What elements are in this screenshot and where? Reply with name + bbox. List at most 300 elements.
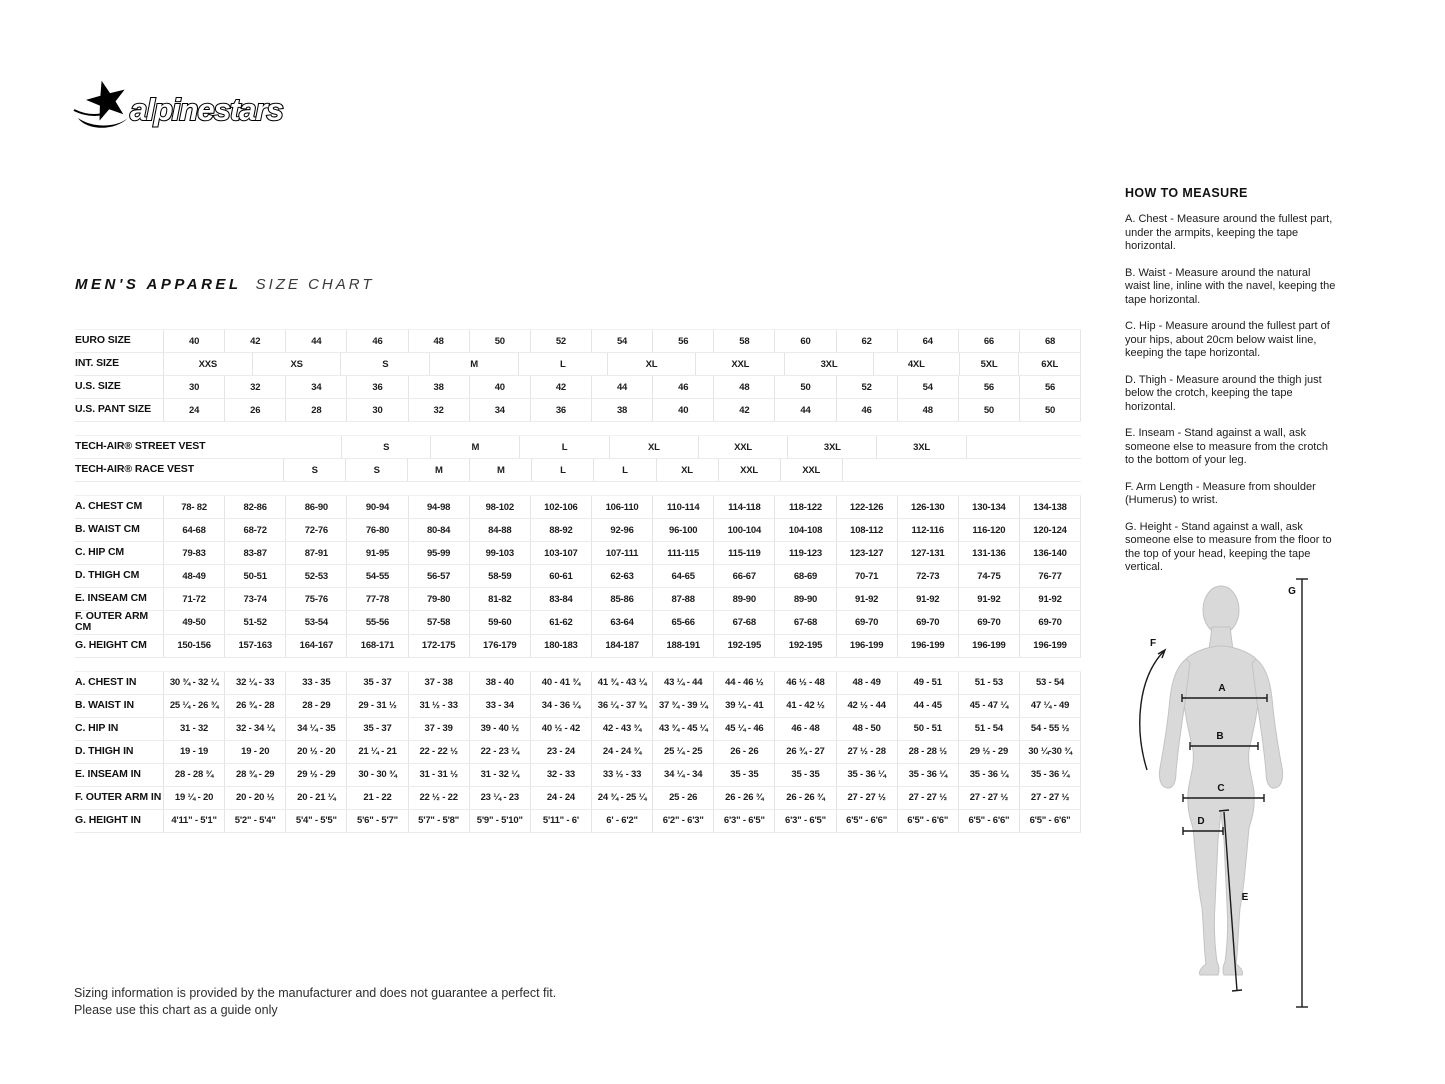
cell-hip-in-3: 35 - 37 bbox=[346, 718, 407, 740]
cell-outer-arm-in-12: 27 - 27 ½ bbox=[897, 787, 958, 809]
cell-waist-cm-0: 64-68 bbox=[163, 519, 224, 541]
cell-outer-arm-in-8: 25 - 26 bbox=[652, 787, 713, 809]
cell-height-in-0: 4'11" - 5'1" bbox=[163, 810, 224, 832]
cell-outer-arm-in-4: 22 ½ - 22 bbox=[408, 787, 469, 809]
cell-us-size-9: 48 bbox=[713, 376, 774, 398]
cell-chest-in-13: 51 - 53 bbox=[958, 672, 1019, 694]
cell-waist-cm-11: 108-112 bbox=[836, 519, 897, 541]
cell-hip-cm-14: 136-140 bbox=[1019, 542, 1081, 564]
cell-euro-size-13: 66 bbox=[958, 330, 1019, 352]
cell-chest-cm-14: 134-138 bbox=[1019, 496, 1081, 518]
cell-hip-in-11: 48 - 50 bbox=[836, 718, 897, 740]
cell-thigh-in-0: 19 - 19 bbox=[163, 741, 224, 763]
table-section-in bbox=[75, 671, 1081, 833]
size-table bbox=[75, 329, 1081, 846]
row-label-inseam-in: E. INSEAM IN bbox=[75, 767, 141, 780]
cell-us-size-7: 44 bbox=[591, 376, 652, 398]
cell-outer-arm-cm-6: 61-62 bbox=[530, 611, 591, 634]
label-thigh: D bbox=[1197, 816, 1205, 827]
cell-tech-air-race-vest-9: XXL bbox=[780, 459, 842, 481]
cell-waist-cm-5: 84-88 bbox=[469, 519, 530, 541]
cell-inseam-cm-0: 71-72 bbox=[163, 588, 224, 610]
cell-thigh-in-7: 24 - 24 ¾ bbox=[591, 741, 652, 763]
cell-hip-in-9: 45 ¼ - 46 bbox=[713, 718, 774, 740]
cell-chest-in-8: 43 ¼ - 44 bbox=[652, 672, 713, 694]
table-row-hip-in bbox=[75, 718, 1081, 741]
cell-hip-in-4: 37 - 39 bbox=[408, 718, 469, 740]
cell-thigh-in-5: 22 - 23 ¼ bbox=[469, 741, 530, 763]
cell-thigh-in-3: 21 ¼ - 21 bbox=[346, 741, 407, 763]
cell-tech-air-street-vest-7: 3XL bbox=[876, 436, 965, 458]
cell-hip-cm-8: 111-115 bbox=[652, 542, 713, 564]
cell-us-pant-size-4: 32 bbox=[408, 399, 469, 421]
cell-int-size-8: 4XL bbox=[873, 353, 959, 375]
cell-inseam-in-3: 30 - 30 ¾ bbox=[346, 764, 407, 786]
table-row-height-in bbox=[75, 810, 1081, 833]
cell-hip-in-7: 42 - 43 ¾ bbox=[591, 718, 652, 740]
cell-height-cm-14: 196-199 bbox=[1019, 635, 1081, 657]
cell-outer-arm-in-3: 21 - 22 bbox=[346, 787, 407, 809]
cell-waist-in-0: 25 ¼ - 26 ¾ bbox=[163, 695, 224, 717]
cell-tech-air-race-vest-2: S bbox=[345, 459, 407, 481]
table-row-tech-air-race-vest bbox=[75, 459, 1081, 482]
cell-thigh-in-13: 29 ½ - 29 bbox=[958, 741, 1019, 763]
cell-chest-in-2: 33 - 35 bbox=[285, 672, 346, 694]
disclaimer bbox=[74, 985, 556, 1019]
cell-tech-air-race-vest-4: M bbox=[469, 459, 531, 481]
row-label-hip-in: C. HIP IN bbox=[75, 721, 119, 734]
cell-inseam-in-6: 32 - 33 bbox=[530, 764, 591, 786]
cell-hip-cm-13: 131-136 bbox=[958, 542, 1019, 564]
cell-hip-cm-0: 79-83 bbox=[163, 542, 224, 564]
cell-inseam-in-5: 31 - 32 ¼ bbox=[469, 764, 530, 786]
cell-hip-in-8: 43 ¾ - 45 ¼ bbox=[652, 718, 713, 740]
cell-us-pant-size-3: 30 bbox=[346, 399, 407, 421]
cell-us-pant-size-0: 24 bbox=[163, 399, 224, 421]
cell-hip-in-13: 51 - 54 bbox=[958, 718, 1019, 740]
alpinestars-logo bbox=[70, 76, 340, 140]
cell-inseam-cm-10: 89-90 bbox=[774, 588, 835, 610]
cell-int-size-1: XS bbox=[252, 353, 341, 375]
cell-outer-arm-in-11: 27 - 27 ½ bbox=[836, 787, 897, 809]
table-row-us-size bbox=[75, 376, 1081, 399]
cell-us-pant-size-13: 50 bbox=[958, 399, 1019, 421]
label-inseam: E bbox=[1241, 892, 1249, 903]
cell-chest-in-5: 38 - 40 bbox=[469, 672, 530, 694]
table-row-chest-cm bbox=[75, 496, 1081, 519]
cell-hip-cm-4: 95-99 bbox=[408, 542, 469, 564]
cell-height-in-2: 5'4" - 5'5" bbox=[285, 810, 346, 832]
cell-hip-cm-10: 119-123 bbox=[774, 542, 835, 564]
cell-height-in-1: 5'2" - 5'4" bbox=[224, 810, 285, 832]
cell-waist-in-11: 42 ½ - 44 bbox=[836, 695, 897, 717]
cell-hip-in-2: 34 ¼ - 35 bbox=[285, 718, 346, 740]
cell-thigh-cm-8: 64-65 bbox=[652, 565, 713, 587]
measure-item-f: F. Arm Length - Measure from shoulder (Humerus) to wrist. bbox=[1125, 480, 1316, 506]
cell-hip-cm-6: 103-107 bbox=[530, 542, 591, 564]
row-label-inseam-cm: E. INSEAM CM bbox=[75, 592, 147, 605]
cell-euro-size-4: 48 bbox=[408, 330, 469, 352]
cell-us-pant-size-9: 42 bbox=[713, 399, 774, 421]
cell-inseam-cm-7: 85-86 bbox=[591, 588, 652, 610]
cell-int-size-7: 3XL bbox=[784, 353, 873, 375]
cell-hip-cm-3: 91-95 bbox=[346, 542, 407, 564]
cell-height-in-9: 6'3" - 6'5" bbox=[713, 810, 774, 832]
cell-outer-arm-in-1: 20 - 20 ½ bbox=[224, 787, 285, 809]
cell-chest-cm-3: 90-94 bbox=[346, 496, 407, 518]
cell-tech-air-street-vest-4: XL bbox=[609, 436, 698, 458]
cell-outer-arm-cm-2: 53-54 bbox=[285, 611, 346, 634]
cell-chest-in-12: 49 - 51 bbox=[897, 672, 958, 694]
row-label-height-in: G. HEIGHT IN bbox=[75, 813, 141, 826]
cell-thigh-cm-11: 70-71 bbox=[836, 565, 897, 587]
cell-outer-arm-cm-11: 69-70 bbox=[836, 611, 897, 634]
cell-height-in-7: 6' - 6'2" bbox=[591, 810, 652, 832]
cell-inseam-cm-6: 83-84 bbox=[530, 588, 591, 610]
cell-tech-air-street-vest-8 bbox=[966, 436, 1081, 458]
cell-tech-air-race-vest-5: L bbox=[531, 459, 593, 481]
cell-tech-air-street-vest-6: 3XL bbox=[787, 436, 876, 458]
cell-us-size-0: 30 bbox=[163, 376, 224, 398]
cell-thigh-in-2: 20 ½ - 20 bbox=[285, 741, 346, 763]
cell-tech-air-street-vest-2: M bbox=[430, 436, 519, 458]
cell-waist-cm-6: 88-92 bbox=[530, 519, 591, 541]
alpinestars-star-icon bbox=[74, 81, 128, 128]
cell-thigh-cm-7: 62-63 bbox=[591, 565, 652, 587]
cell-chest-cm-10: 118-122 bbox=[774, 496, 835, 518]
cell-chest-cm-4: 94-98 bbox=[408, 496, 469, 518]
cell-us-pant-size-7: 38 bbox=[591, 399, 652, 421]
cell-thigh-cm-6: 60-61 bbox=[530, 565, 591, 587]
cell-euro-size-7: 54 bbox=[591, 330, 652, 352]
cell-height-cm-8: 188-191 bbox=[652, 635, 713, 657]
cell-waist-in-8: 37 ¾ - 39 ¼ bbox=[652, 695, 713, 717]
cell-outer-arm-cm-1: 51-52 bbox=[224, 611, 285, 634]
cell-height-in-12: 6'5" - 6'6" bbox=[897, 810, 958, 832]
label-hip: C bbox=[1217, 783, 1225, 794]
row-label-thigh-cm: D. THIGH CM bbox=[75, 569, 140, 582]
cell-height-cm-4: 172-175 bbox=[408, 635, 469, 657]
row-label-outer-arm-cm: F. OUTER ARM CM bbox=[75, 610, 149, 634]
measure-item-c: C. Hip - Measure around the fullest part of your hips, about 20cm below waist line, keeping the tape horizontal. bbox=[1125, 320, 1330, 359]
cell-waist-cm-1: 68-72 bbox=[224, 519, 285, 541]
cell-chest-cm-13: 130-134 bbox=[958, 496, 1019, 518]
cell-euro-size-11: 62 bbox=[836, 330, 897, 352]
cell-tech-air-street-vest-3: L bbox=[519, 436, 608, 458]
cell-inseam-in-13: 35 - 36 ¼ bbox=[958, 764, 1019, 786]
cell-inseam-cm-14: 91-92 bbox=[1019, 588, 1081, 610]
cell-chest-cm-12: 126-130 bbox=[897, 496, 958, 518]
cell-waist-cm-7: 92-96 bbox=[591, 519, 652, 541]
cell-outer-arm-cm-14: 69-70 bbox=[1019, 611, 1081, 634]
cell-tech-air-race-vest-0 bbox=[163, 459, 283, 481]
table-row-outer-arm-cm bbox=[75, 611, 1081, 635]
row-label-us-size: U.S. SIZE bbox=[75, 380, 121, 393]
cell-inseam-in-12: 35 - 36 ¼ bbox=[897, 764, 958, 786]
cell-euro-size-9: 58 bbox=[713, 330, 774, 352]
body-measurement-diagram bbox=[1125, 560, 1315, 1030]
cell-chest-in-0: 30 ¾ - 32 ¼ bbox=[163, 672, 224, 694]
cell-hip-in-12: 50 - 51 bbox=[897, 718, 958, 740]
cell-thigh-cm-1: 50-51 bbox=[224, 565, 285, 587]
cell-waist-in-10: 41 - 42 ½ bbox=[774, 695, 835, 717]
cell-thigh-cm-12: 72-73 bbox=[897, 565, 958, 587]
cell-waist-in-13: 45 - 47 ¼ bbox=[958, 695, 1019, 717]
table-row-inseam-in bbox=[75, 764, 1081, 787]
cell-chest-cm-5: 98-102 bbox=[469, 496, 530, 518]
cell-chest-in-3: 35 - 37 bbox=[346, 672, 407, 694]
cell-chest-in-11: 48 - 49 bbox=[836, 672, 897, 694]
cell-height-in-6: 5'11" - 6' bbox=[530, 810, 591, 832]
cell-outer-arm-in-14: 27 - 27 ½ bbox=[1019, 787, 1081, 809]
cell-waist-cm-2: 72-76 bbox=[285, 519, 346, 541]
cell-waist-cm-4: 80-84 bbox=[408, 519, 469, 541]
cell-inseam-cm-2: 75-76 bbox=[285, 588, 346, 610]
cell-inseam-in-4: 31 - 31 ½ bbox=[408, 764, 469, 786]
cell-waist-in-6: 34 - 36 ¼ bbox=[530, 695, 591, 717]
cell-inseam-cm-3: 77-78 bbox=[346, 588, 407, 610]
cell-outer-arm-in-5: 23 ¼ - 23 bbox=[469, 787, 530, 809]
cell-us-size-3: 36 bbox=[346, 376, 407, 398]
table-section-tech-air bbox=[75, 435, 1081, 482]
cell-thigh-in-4: 22 - 22 ½ bbox=[408, 741, 469, 763]
cell-euro-size-1: 42 bbox=[224, 330, 285, 352]
cell-height-cm-3: 168-171 bbox=[346, 635, 407, 657]
cell-height-cm-5: 176-179 bbox=[469, 635, 530, 657]
cell-waist-cm-14: 120-124 bbox=[1019, 519, 1081, 541]
cell-inseam-in-8: 34 ¼ - 34 bbox=[652, 764, 713, 786]
cell-outer-arm-cm-9: 67-68 bbox=[713, 611, 774, 634]
cell-height-in-5: 5'9" - 5'10" bbox=[469, 810, 530, 832]
cell-thigh-in-6: 23 - 24 bbox=[530, 741, 591, 763]
table-row-waist-in bbox=[75, 695, 1081, 718]
label-arm-length: F bbox=[1149, 638, 1157, 649]
cell-tech-air-race-vest-1: S bbox=[283, 459, 345, 481]
cell-chest-cm-0: 78- 82 bbox=[163, 496, 224, 518]
cell-height-cm-0: 150-156 bbox=[163, 635, 224, 657]
table-row-us-pant-size bbox=[75, 399, 1081, 422]
cell-us-pant-size-2: 28 bbox=[285, 399, 346, 421]
cell-waist-in-5: 33 - 34 bbox=[469, 695, 530, 717]
cell-hip-cm-12: 127-131 bbox=[897, 542, 958, 564]
cell-waist-cm-9: 100-104 bbox=[713, 519, 774, 541]
cell-hip-cm-9: 115-119 bbox=[713, 542, 774, 564]
cell-euro-size-8: 56 bbox=[652, 330, 713, 352]
cell-us-size-11: 52 bbox=[836, 376, 897, 398]
how-to-measure-panel bbox=[1125, 186, 1338, 588]
cell-hip-cm-7: 107-111 bbox=[591, 542, 652, 564]
row-label-tech-air-street-vest: TECH-AIR® STREET VEST bbox=[75, 440, 206, 453]
table-row-waist-cm bbox=[75, 519, 1081, 542]
cell-outer-arm-in-9: 26 - 26 ¾ bbox=[713, 787, 774, 809]
cell-thigh-cm-2: 52-53 bbox=[285, 565, 346, 587]
cell-waist-cm-8: 96-100 bbox=[652, 519, 713, 541]
cell-euro-size-0: 40 bbox=[163, 330, 224, 352]
cell-chest-in-10: 46 ½ - 48 bbox=[774, 672, 835, 694]
cell-tech-air-street-vest-0 bbox=[163, 436, 341, 458]
table-section-cm bbox=[75, 495, 1081, 658]
table-row-thigh-cm bbox=[75, 565, 1081, 588]
table-row-tech-air-street-vest bbox=[75, 436, 1081, 459]
cell-chest-cm-11: 122-126 bbox=[836, 496, 897, 518]
cell-us-size-6: 42 bbox=[530, 376, 591, 398]
cell-chest-in-4: 37 - 38 bbox=[408, 672, 469, 694]
cell-chest-cm-1: 82-86 bbox=[224, 496, 285, 518]
cell-outer-arm-cm-5: 59-60 bbox=[469, 611, 530, 634]
cell-euro-size-5: 50 bbox=[469, 330, 530, 352]
cell-height-in-13: 6'5" - 6'6" bbox=[958, 810, 1019, 832]
cell-us-pant-size-10: 44 bbox=[774, 399, 835, 421]
cell-waist-in-1: 26 ¾ - 28 bbox=[224, 695, 285, 717]
table-row-chest-in bbox=[75, 672, 1081, 695]
measure-guide-items bbox=[1125, 213, 1338, 575]
cell-int-size-4: L bbox=[518, 353, 607, 375]
cell-height-in-8: 6'2" - 6'3" bbox=[652, 810, 713, 832]
cell-chest-cm-9: 114-118 bbox=[713, 496, 774, 518]
cell-tech-air-race-vest-8: XXL bbox=[718, 459, 780, 481]
cell-waist-in-3: 29 - 31 ½ bbox=[346, 695, 407, 717]
cell-height-in-11: 6'5" - 6'6" bbox=[836, 810, 897, 832]
cell-thigh-cm-3: 54-55 bbox=[346, 565, 407, 587]
row-label-us-pant-size: U.S. PANT SIZE bbox=[75, 403, 151, 416]
cell-waist-in-12: 44 - 45 bbox=[897, 695, 958, 717]
cell-waist-in-14: 47 ¼ - 49 bbox=[1019, 695, 1081, 717]
cell-us-pant-size-8: 40 bbox=[652, 399, 713, 421]
cell-outer-arm-in-2: 20 - 21 ¼ bbox=[285, 787, 346, 809]
how-to-measure-heading: HOW TO MEASURE bbox=[1125, 186, 1248, 200]
disclaimer-line-1: Sizing information is provided by the manufacturer and does not guarantee a perfect fit. bbox=[74, 986, 557, 1000]
page-title-main: MEN'S APPAREL bbox=[75, 276, 242, 293]
cell-us-size-4: 38 bbox=[408, 376, 469, 398]
cell-hip-in-5: 39 - 40 ½ bbox=[469, 718, 530, 740]
row-label-thigh-in: D. THIGH IN bbox=[75, 744, 134, 757]
cell-thigh-in-12: 28 - 28 ½ bbox=[897, 741, 958, 763]
cell-int-size-6: XXL bbox=[695, 353, 784, 375]
cell-inseam-cm-5: 81-82 bbox=[469, 588, 530, 610]
cell-thigh-in-10: 26 ¾ - 27 bbox=[774, 741, 835, 763]
height-line bbox=[1296, 579, 1308, 1007]
cell-inseam-in-2: 29 ½ - 29 bbox=[285, 764, 346, 786]
label-chest: A bbox=[1218, 683, 1226, 694]
cell-outer-arm-cm-7: 63-64 bbox=[591, 611, 652, 634]
cell-waist-in-4: 31 ½ - 33 bbox=[408, 695, 469, 717]
cell-thigh-cm-5: 58-59 bbox=[469, 565, 530, 587]
label-waist: B bbox=[1216, 731, 1224, 742]
cell-thigh-cm-10: 68-69 bbox=[774, 565, 835, 587]
cell-chest-in-1: 32 ¼ - 33 bbox=[224, 672, 285, 694]
cell-hip-cm-11: 123-127 bbox=[836, 542, 897, 564]
measure-item-d: D. Thigh - Measure around the thigh just below the crotch, keeping the tape horizontal. bbox=[1125, 373, 1322, 413]
cell-hip-in-1: 32 - 34 ¼ bbox=[224, 718, 285, 740]
disclaimer-line-2: Please use this chart as a guide only bbox=[74, 1002, 278, 1017]
row-label-euro-size: EURO SIZE bbox=[75, 334, 131, 347]
cell-height-cm-7: 184-187 bbox=[591, 635, 652, 657]
cell-int-size-10: 6XL bbox=[1018, 353, 1081, 375]
cell-height-cm-9: 192-195 bbox=[713, 635, 774, 657]
logo-wordmark: alpinestars bbox=[130, 92, 283, 127]
table-row-outer-arm-in bbox=[75, 787, 1081, 810]
cell-inseam-cm-12: 91-92 bbox=[897, 588, 958, 610]
cell-thigh-in-11: 27 ½ - 28 bbox=[836, 741, 897, 763]
table-row-height-cm bbox=[75, 635, 1081, 658]
cell-inseam-cm-8: 87-88 bbox=[652, 588, 713, 610]
cell-inseam-cm-4: 79-80 bbox=[408, 588, 469, 610]
cell-tech-air-race-vest-6: L bbox=[593, 459, 655, 481]
cell-us-pant-size-6: 36 bbox=[530, 399, 591, 421]
measure-item-a: A. Chest - Measure around the fullest part, under the armpits, keeping the tape horizontal. bbox=[1125, 213, 1333, 252]
cell-thigh-cm-9: 66-67 bbox=[713, 565, 774, 587]
cell-us-size-5: 40 bbox=[469, 376, 530, 398]
cell-height-cm-2: 164-167 bbox=[285, 635, 346, 657]
cell-thigh-cm-13: 74-75 bbox=[958, 565, 1019, 587]
row-label-waist-in: B. WAIST IN bbox=[75, 698, 134, 711]
cell-outer-arm-in-7: 24 ¾ - 25 ¼ bbox=[591, 787, 652, 809]
cell-chest-cm-8: 110-114 bbox=[652, 496, 713, 518]
cell-outer-arm-cm-4: 57-58 bbox=[408, 611, 469, 634]
cell-chest-cm-6: 102-106 bbox=[530, 496, 591, 518]
cell-outer-arm-cm-0: 49-50 bbox=[163, 611, 224, 634]
cell-height-cm-12: 196-199 bbox=[897, 635, 958, 657]
cell-inseam-in-14: 35 - 36 ¼ bbox=[1019, 764, 1081, 786]
cell-us-pant-size-12: 48 bbox=[897, 399, 958, 421]
cell-height-in-10: 6'3" - 6'5" bbox=[774, 810, 835, 832]
measure-item-b: B. Waist - Measure around the natural waist line, inline with the navel, keeping the tape horizontal. bbox=[1125, 266, 1336, 306]
cell-inseam-in-1: 28 ¾ - 29 bbox=[224, 764, 285, 786]
table-row-euro-size bbox=[75, 330, 1081, 353]
cell-thigh-cm-14: 76-77 bbox=[1019, 565, 1081, 587]
page-title-sub: SIZE CHART bbox=[255, 276, 375, 293]
cell-inseam-in-0: 28 - 28 ¾ bbox=[163, 764, 224, 786]
table-row-thigh-in bbox=[75, 741, 1081, 764]
cell-height-cm-10: 192-195 bbox=[774, 635, 835, 657]
cell-us-size-8: 46 bbox=[652, 376, 713, 398]
row-label-chest-in: A. CHEST IN bbox=[75, 675, 137, 688]
cell-chest-cm-7: 106-110 bbox=[591, 496, 652, 518]
cell-inseam-cm-9: 89-90 bbox=[713, 588, 774, 610]
cell-int-size-3: M bbox=[429, 353, 518, 375]
cell-hip-in-6: 40 ½ - 42 bbox=[530, 718, 591, 740]
cell-hip-in-14: 54 - 55 ½ bbox=[1019, 718, 1081, 740]
cell-waist-cm-12: 112-116 bbox=[897, 519, 958, 541]
cell-int-size-5: XL bbox=[607, 353, 696, 375]
cell-us-size-12: 54 bbox=[897, 376, 958, 398]
table-row-inseam-cm bbox=[75, 588, 1081, 611]
cell-chest-in-7: 41 ¾ - 43 ¼ bbox=[591, 672, 652, 694]
arm-length-arc bbox=[1140, 650, 1165, 770]
cell-int-size-9: 5XL bbox=[959, 353, 1019, 375]
cell-chest-cm-2: 86-90 bbox=[285, 496, 346, 518]
cell-inseam-in-7: 33 ½ - 33 bbox=[591, 764, 652, 786]
table-row-int-size bbox=[75, 353, 1081, 376]
cell-hip-cm-2: 87-91 bbox=[285, 542, 346, 564]
row-label-height-cm: G. HEIGHT CM bbox=[75, 638, 147, 651]
cell-us-size-13: 56 bbox=[958, 376, 1019, 398]
cell-inseam-cm-1: 73-74 bbox=[224, 588, 285, 610]
cell-waist-cm-10: 104-108 bbox=[774, 519, 835, 541]
body-silhouette-icon bbox=[1159, 586, 1282, 975]
cell-chest-in-14: 53 - 54 bbox=[1019, 672, 1081, 694]
cell-outer-arm-in-13: 27 - 27 ½ bbox=[958, 787, 1019, 809]
table-section-sizes bbox=[75, 329, 1081, 422]
cell-waist-in-9: 39 ¼ - 41 bbox=[713, 695, 774, 717]
cell-height-in-4: 5'7" - 5'8" bbox=[408, 810, 469, 832]
measure-item-e: E. Inseam - Stand against a wall, ask someone else to measure from the crotch to the bottom of your leg. bbox=[1125, 427, 1328, 466]
cell-tech-air-race-vest-7: XL bbox=[656, 459, 718, 481]
cell-us-pant-size-5: 34 bbox=[469, 399, 530, 421]
cell-outer-arm-cm-8: 65-66 bbox=[652, 611, 713, 634]
cell-euro-size-14: 68 bbox=[1019, 330, 1081, 352]
page-title bbox=[75, 276, 374, 293]
